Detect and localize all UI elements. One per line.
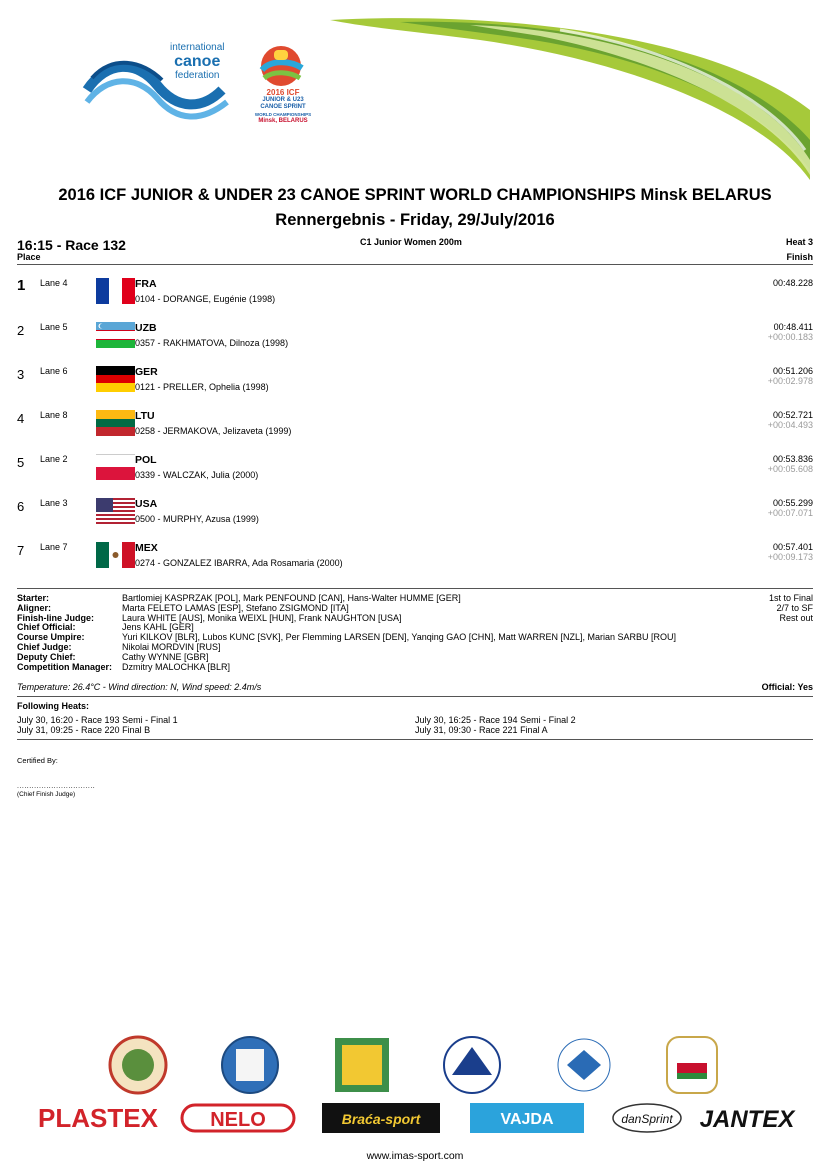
- lane: Lane 7: [40, 542, 68, 552]
- uzb-flag: [96, 322, 135, 348]
- results-divider: [17, 588, 813, 589]
- official-label: Chief Judge:: [17, 642, 72, 652]
- emblem-icon: [444, 1037, 500, 1093]
- qualification-rule: 2/7 to SF: [776, 602, 813, 613]
- official-value: Bartlomiej KASPRZAK [POL], Mark PENFOUND [CAN], Hans-Walter HUMME [GER]: [122, 593, 461, 603]
- finish-time: 00:48.411: [773, 322, 813, 332]
- emblem-icon: [335, 1038, 389, 1092]
- place-column-header: Place: [17, 252, 41, 262]
- following-heats-title: Following Heats:: [17, 701, 89, 711]
- sponsor-name: NELO: [210, 1109, 266, 1131]
- place: 2: [17, 323, 25, 338]
- braca-sport-logo: [322, 1103, 440, 1133]
- sponsor-name: VAJDA: [500, 1111, 554, 1128]
- event-logo-line2: JUNIOR & U23: [262, 97, 304, 103]
- emblem-icon: [558, 1039, 610, 1091]
- event-logo-text: [252, 88, 314, 125]
- following-heat: July 31, 09:25 - Race 220 Final B: [17, 725, 151, 735]
- vajda-logo: [470, 1103, 584, 1133]
- official-value: Nikolai MORDVIN [RUS]: [122, 642, 221, 652]
- chief-finish-judge: (Chief Finish Judge): [17, 791, 76, 798]
- following-heat: July 30, 16:25 - Race 194 Semi - Final 2: [415, 715, 576, 725]
- icf-logo-text: [170, 42, 224, 82]
- race-class: C1 Junior Women 200m: [360, 237, 462, 247]
- icf-logo-line3: federation: [175, 70, 220, 81]
- lane: Lane 2: [40, 454, 68, 464]
- emblem-icon: [110, 1037, 166, 1093]
- fra-flag: [96, 278, 135, 304]
- nation-code: USA: [135, 498, 158, 510]
- nation-code: POL: [135, 454, 157, 466]
- result-row: [17, 406, 813, 450]
- nelo-logo: [182, 1105, 294, 1131]
- lane: Lane 4: [40, 278, 68, 288]
- dansprint-logo: [613, 1104, 681, 1132]
- following-heat: July 30, 16:20 - Race 193 Semi - Final 1: [17, 715, 178, 725]
- icf-logo-line1: international: [170, 42, 225, 53]
- athlete-name: 0121 - PRELLER, Ophelia (1998): [135, 382, 269, 392]
- finish-time: 00:55.299: [772, 498, 813, 508]
- athlete-name: 0339 - WALCZAK, Julia (2000): [135, 470, 259, 480]
- official-label: Deputy Chief:: [17, 651, 76, 662]
- official-value: Laura WHITE [AUS], Monika WEIXL [HUN], Frank NAUGHTON [USA]: [122, 612, 402, 623]
- place: 7: [17, 543, 25, 558]
- official-label: Course Umpire:: [17, 632, 85, 643]
- athlete-name: 0104 - DORANGE, Eugénie (1998): [135, 294, 276, 304]
- usa-flag: [96, 498, 135, 524]
- result-row: [17, 362, 813, 406]
- athlete-name: 0274 - GONZALEZ IBARRA, Ada Rosamaria (2000): [135, 558, 343, 568]
- finish-time: 00:52.721: [772, 410, 813, 420]
- weather-divider: [17, 696, 813, 697]
- official-value: Yuri KILKOV [BLR], Lubos KUNC [SVK], Per Flemming LARSEN [DEN], Yanqing GAO [CHN], Matt WARREN [NZL], Marian SARBU [ROU]: [122, 632, 676, 643]
- jantex-logo: [700, 1106, 797, 1133]
- finish-time: 00:57.401: [772, 542, 813, 552]
- footer-url[interactable]: www.imas-sport.com: [366, 1150, 464, 1162]
- sponsor-name: danSprint: [621, 1112, 673, 1126]
- lane: Lane 8: [40, 410, 68, 420]
- event-logo-line5: Minsk, BELARUS: [258, 118, 308, 124]
- nation-code: MEX: [135, 542, 158, 554]
- sponsor-name: PLASTEX: [38, 1103, 158, 1133]
- event-logo-line4: WORLD CHAMPIONSHIPS: [254, 112, 312, 117]
- following-heat: July 31, 09:30 - Race 221 Final A: [415, 725, 548, 735]
- result-row: [17, 538, 813, 582]
- finish-time: 00:53.836: [772, 454, 813, 464]
- place: 6: [17, 499, 25, 514]
- nation-code: FRA: [135, 278, 157, 290]
- emblem-icon: [222, 1037, 278, 1093]
- nation-code: GER: [135, 366, 158, 378]
- nation-code: UZB: [135, 322, 157, 334]
- qualification-rule: Rest out: [779, 612, 813, 623]
- ltu-flag: [96, 410, 135, 436]
- finish-time: 00:51.206: [772, 366, 813, 376]
- weather-info: Temperature: 26.4°C - Wind direction: N, Wind speed: 2.4m/s: [17, 682, 262, 692]
- time-diff: +00:07.071: [767, 508, 813, 518]
- time-diff: +00:00.183: [767, 332, 813, 342]
- event-logo-line1: 2016 ICF: [266, 88, 300, 97]
- official-label: Aligner:: [17, 602, 52, 613]
- event-logo-line3: CANOE SPRINT: [260, 104, 306, 110]
- place: 5: [17, 455, 25, 470]
- official-label: Starter:: [17, 593, 50, 603]
- lane: Lane 6: [40, 366, 68, 376]
- mex-flag: [96, 542, 135, 568]
- finish-time: 00:48.228: [772, 278, 813, 288]
- certified-by: Certified By:: [17, 756, 58, 765]
- result-row: [17, 318, 813, 362]
- header-divider: [17, 264, 813, 265]
- time-diff: +00:09.173: [767, 552, 813, 562]
- nation-code: LTU: [135, 410, 155, 422]
- signature-line: ................................: [17, 783, 96, 790]
- official-value: Dzmitry MALOCHKA [BLR]: [122, 661, 231, 672]
- sponsor-strip: [22, 1035, 812, 1145]
- athlete-name: 0258 - JERMAKOVA, Jelizaveta (1999): [135, 426, 292, 436]
- plastex-logo: [38, 1103, 159, 1133]
- official-value: Marta FELETO LAMAS [ESP], Stefano ZSIGMOND [ITA]: [122, 602, 349, 613]
- championship-title: 2016 ICF JUNIOR & UNDER 23 CANOE SPRINT WORLD CHAMPIONSHIPS Minsk BELARUS: [58, 186, 772, 204]
- athlete-name: 0500 - MURPHY, Azusa (1999): [135, 514, 259, 524]
- official-value: Jens KAHL [GER]: [122, 622, 194, 633]
- lane: Lane 3: [40, 498, 68, 508]
- result-row: [17, 450, 813, 494]
- qualification-rules: [769, 594, 813, 623]
- place: 4: [17, 411, 25, 426]
- time-diff: +00:04.493: [767, 420, 813, 430]
- official-value: Cathy WYNNE [GBR]: [122, 651, 209, 662]
- official-label: Competition Manager:: [17, 661, 113, 672]
- emblem-icon: [667, 1037, 717, 1093]
- official-label: Chief Official:: [17, 622, 76, 633]
- race-time: 16:15 - Race 132: [17, 237, 126, 253]
- official-status: Official: Yes: [761, 682, 813, 692]
- sponsor-name: Braća-sport: [341, 1111, 421, 1127]
- sponsor-name: JANTEX: [699, 1106, 795, 1133]
- pol-flag: [96, 454, 135, 480]
- place: 3: [17, 367, 25, 382]
- qualification-rule: 1st to Final: [768, 593, 813, 603]
- icf-logo-line2: canoe: [174, 53, 221, 70]
- official-label: Finish-line Judge:: [17, 612, 95, 623]
- place: 1: [17, 277, 26, 294]
- time-diff: +00:02.978: [767, 376, 813, 386]
- time-diff: +00:05.608: [767, 464, 813, 474]
- ger-flag: [96, 366, 135, 392]
- race-heat: Heat 3: [785, 237, 813, 247]
- result-row: [17, 494, 813, 538]
- finish-column-header: Finish: [786, 252, 813, 262]
- lane: Lane 5: [40, 322, 68, 332]
- heats-divider: [17, 739, 813, 740]
- result-subtitle: Rennergebnis - Friday, 29/July/2016: [275, 211, 555, 229]
- result-row: [17, 274, 813, 318]
- athlete-name: 0357 - RAKHMATOVA, Dilnoza (1998): [135, 338, 289, 348]
